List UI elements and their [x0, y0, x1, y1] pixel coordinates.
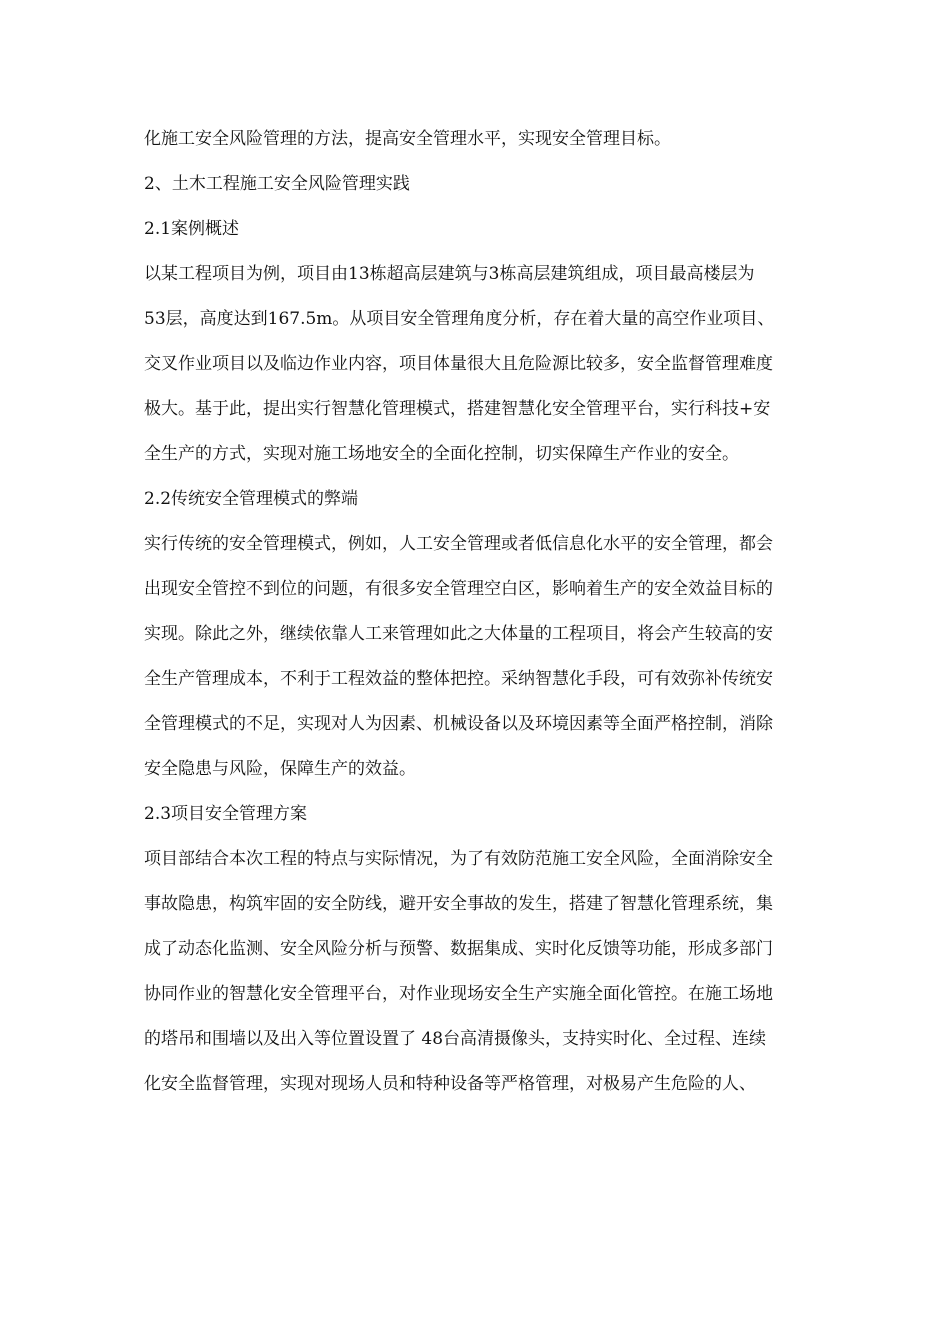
paragraph-line: 协同作业的智慧化安全管理平台，对作业现场安全生产实施全面化管控。在施工场地 [144, 984, 773, 1004]
paragraph-line: 成了动态化监测、安全风险分析与预警、数据集成、实时化反馈等功能，形成多部门 [144, 939, 773, 959]
paragraph-line: 化安全监督管理，实现对现场人员和特种设备等严格管理，对极易产生危险的人、 [144, 1074, 756, 1094]
paragraph-line: 的塔吊和围墙以及出入等位置设置了 48台高清摄像头，支持实时化、全过程、连续 [144, 1029, 767, 1049]
paragraph-line: 实行传统的安全管理模式，例如，人工安全管理或者低信息化水平的安全管理，都会 [144, 534, 773, 554]
paragraph-line: 项目部结合本次工程的特点与实际情况，为了有效防范施工安全风险，全面消除安全 [144, 849, 773, 869]
paragraph-line: 出现安全管控不到位的问题，有很多安全管理空白区，影响着生产的安全效益目标的 [144, 579, 773, 599]
subsection-heading: 2.1案例概述 [144, 219, 240, 239]
paragraph-line: 53层，高度达到167.5m。从项目安全管理角度分析，存在着大量的高空作业项目、 [144, 309, 775, 329]
paragraph-line: 事故隐患，构筑牢固的安全防线，避开安全事故的发生，搭建了智慧化管理系统，集 [144, 894, 773, 914]
paragraph-line: 全生产的方式，实现对施工场地安全的全面化控制，切实保障生产作业的安全。 [144, 444, 739, 464]
subsection-heading: 2.2传统安全管理模式的弊端 [144, 489, 359, 509]
paragraph-line: 化施工安全风险管理的方法，提高安全管理水平，实现安全管理目标。 [144, 129, 671, 149]
paragraph-line: 安全隐患与风险，保障生产的效益。 [144, 759, 416, 779]
paragraph-line: 全生产管理成本，不利于工程效益的整体把控。采纳智慧化手段，可有效弥补传统安 [144, 669, 773, 689]
section-heading: 2、土木工程施工安全风险管理实践 [144, 174, 410, 194]
paragraph-line: 以某工程项目为例，项目由13栋超高层建筑与3栋高层建筑组成，项目最高楼层为 [144, 264, 755, 284]
paragraph-line: 全管理模式的不足，实现对人为因素、机械设备以及环境因素等全面严格控制，消除 [144, 714, 773, 734]
subsection-heading: 2.3项目安全管理方案 [144, 804, 308, 824]
paragraph-line: 交叉作业项目以及临边作业内容，项目体量很大且危险源比较多，安全监督管理难度 [144, 354, 773, 374]
document-body [144, 117, 816, 1107]
paragraph-line: 实现。除此之外，继续依靠人工来管理如此之大体量的工程项目，将会产生较高的安 [144, 624, 773, 644]
paragraph-line: 极大。基于此，提出实行智慧化管理模式，搭建智慧化安全管理平台，实行科技+安 [144, 399, 771, 419]
